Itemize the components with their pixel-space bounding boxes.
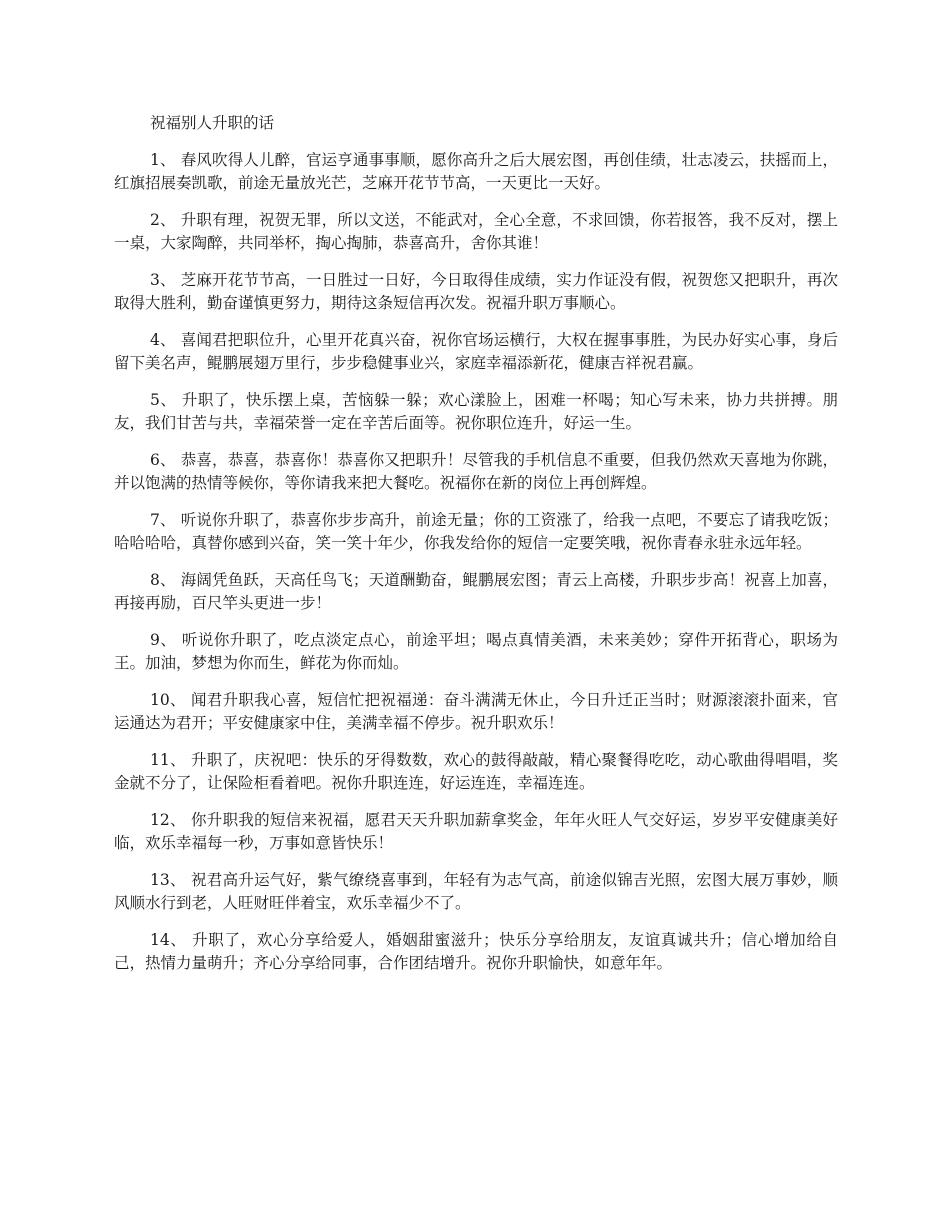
- paragraph-5: 5、 升职了，快乐摆上桌，苦恼躲一躲；欢心漾脸上，困难一杯喝；知心写未来，协力共拼搏。朋友，我们甘苦与共，幸福荣誉一定在辛苦后面等。祝你职位连升，好运一生。: [114, 390, 838, 432]
- paragraph-3: 3、 芝麻开花节节高，一日胜过一日好，今日取得佳成绩，实力作证没有假，祝贺您又把职升，再次取得大胜利，勤奋谨慎更努力，期待这条短信再次发。祝福升职万事顺心。: [114, 270, 838, 312]
- paragraph-10: 10、 闻君升职我心喜，短信忙把祝福递：奋斗满满无休止，今日升迁正当时；财源滚滚扑面来，官运通达为君开；平安健康家中住，美满幸福不停步。祝升职欢乐！: [114, 690, 838, 732]
- paragraph-1: 1、 春风吹得人儿醉，官运亨通事事顺，愿你高升之后大展宏图，再创佳绩，壮志凌云，扶摇而上，红旗招展奏凯歌，前途无量放光芒，芝麻开花节节高，一天更比一天好。: [114, 150, 838, 192]
- paragraph-7: 7、 听说你升职了，恭喜你步步高升，前途无量；你的工资涨了，给我一点吧，不要忘了请我吃饭；哈哈哈哈，真替你感到兴奋，笑一笑十年少，你我发给你的短信一定要笑哦，祝你青春永驻永远年轻。: [114, 510, 838, 552]
- paragraph-6: 6、 恭喜，恭喜，恭喜你！恭喜你又把职升！尽管我的手机信息不重要，但我仍然欢天喜地为你跳，并以饱满的热情等候你，等你请我来把大餐吃。祝福你在新的岗位上再创辉煌。: [114, 450, 838, 492]
- paragraph-13: 13、 祝君高升运气好，紫气缭绕喜事到，年轻有为志气高，前途似锦吉光照，宏图大展万事妙，顺风顺水行到老，人旺财旺伴着宝，欢乐幸福少不了。: [114, 870, 838, 912]
- paragraph-9: 9、 听说你升职了，吃点淡定点心，前途平坦；喝点真情美酒，未来美妙；穿件开拓背心，职场为王。加油，梦想为你而生，鲜花为你而灿。: [114, 630, 838, 672]
- paragraph-4: 4、 喜闻君把职位升，心里开花真兴奋，祝你官场运横行，大权在握事事胜，为民办好实心事，身后留下美名声，鲲鹏展翅万里行，步步稳健事业兴，家庭幸福添新花，健康吉祥祝君赢。: [114, 330, 838, 372]
- paragraph-8: 8、 海阔凭鱼跃，天高任鸟飞；天道酬勤奋，鲲鹏展宏图；青云上高楼，升职步步高！祝喜上加喜，再接再励，百尺竿头更进一步！: [114, 570, 838, 612]
- paragraph-2: 2、 升职有理，祝贺无罪，所以文送，不能武对，全心全意，不求回馈，你若报答，我不反对，摆上一桌，大家陶醉，共同举杯，掏心掏肺，恭喜高升，舍你其谁！: [114, 210, 838, 252]
- document-title: 祝福别人升职的话: [150, 114, 275, 132]
- paragraph-14: 14、 升职了，欢心分享给爱人，婚姻甜蜜滋升；快乐分享给朋友，友谊真诚共升；信心增加给自己，热情力量萌升；齐心分享给同事，合作团结增升。祝你升职愉快，如意年年。: [114, 930, 838, 972]
- paragraph-11: 11、 升职了，庆祝吧：快乐的牙得数数，欢心的鼓得敲敲，精心聚餐得吃吃，动心歌曲得唱唱，奖金就不分了，让保险柜看着吧。祝你升职连连，好运连连，幸福连连。: [114, 750, 838, 792]
- document-page: [114, 112, 838, 989]
- paragraph-12: 12、 你升职我的短信来祝福，愿君天天升职加薪拿奖金，年年火旺人气交好运，岁岁平安健康美好临，欢乐幸福每一秒，万事如意皆快乐！: [114, 810, 838, 852]
